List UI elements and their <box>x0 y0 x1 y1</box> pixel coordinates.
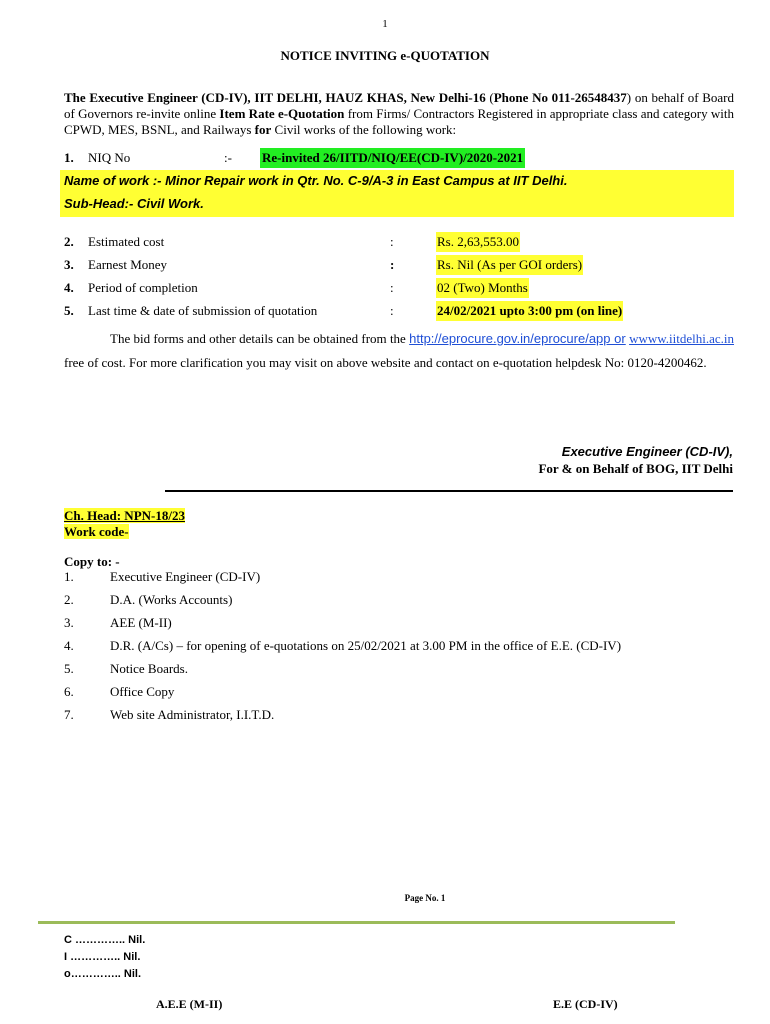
row-colon: : <box>390 257 395 272</box>
work-name: Name of work :- Minor Repair work in Qtr. No. C-9/A-3 in East Campus at IIT Delhi. <box>64 173 568 188</box>
detail-row-estimated-cost <box>64 232 734 252</box>
work-code <box>64 524 129 540</box>
detail-row-last-date <box>64 301 734 321</box>
copy-item-number: 1. <box>64 569 74 584</box>
work-subhead: Sub-Head:- Civil Work. <box>64 196 204 211</box>
intro-text-1: ( <box>485 90 494 105</box>
row-label: Estimated cost <box>88 234 165 249</box>
row-colon: : <box>390 234 394 249</box>
niq-value: Re-invited 26/IITD/NIQ/EE(CD-IV)/2020-2021 <box>260 148 525 168</box>
page-number-footer: Page No. 1 <box>404 893 446 903</box>
copy-item-text: AEE (M-II) <box>110 615 172 630</box>
ch-head-text: Ch. Head: NPN-18/23 <box>64 508 185 523</box>
intro-text-2: ) on behalf of Board of Governors re-invite online <box>64 90 734 121</box>
niq-label: NIQ No <box>88 150 131 165</box>
footer-line-i: I ………….. Nil. <box>64 951 141 963</box>
intro-paragraph <box>64 90 734 138</box>
signature-behalf: For & on Behalf of BOG, IIT Delhi <box>538 461 733 476</box>
copy-item-number: 3. <box>64 615 74 630</box>
copy-item-number: 4. <box>64 638 74 653</box>
row-value: 02 (Two) Months <box>436 278 529 298</box>
work-code-text: Work code- <box>64 524 129 539</box>
row-label: Earnest Money <box>88 257 168 272</box>
footer-line-c: C ………….. Nil. <box>64 934 146 946</box>
niq-row <box>64 148 734 168</box>
copy-item-number: 2. <box>64 592 74 607</box>
copy-item-number: 7. <box>64 707 74 722</box>
bid-text-2: free of cost. For more clarification you may visit on above website and contact on e-quotation helpdesk No: 0120-4200462. <box>64 355 707 370</box>
intro-bold-phone: Phone No 011-26548437 <box>493 90 627 105</box>
eprocure-link[interactable]: http://eprocure.gov.in/eprocure/app or <box>409 331 626 346</box>
copy-to-label: Copy to: - <box>64 554 120 569</box>
copy-item <box>64 706 734 724</box>
intro-bold-quotation: Item Rate e-Quotation <box>219 106 345 121</box>
niq-colon: :- <box>224 150 232 165</box>
copy-item-number: 5. <box>64 661 74 676</box>
copy-item-text: Executive Engineer (CD-IV) <box>110 569 261 584</box>
ee-signature-label: E.E (CD-IV) <box>553 997 618 1011</box>
row-value: Rs. 2,63,553.00 <box>436 232 520 252</box>
niq-number: 1. <box>64 150 74 165</box>
row-colon: : <box>390 280 394 295</box>
row-label: Period of completion <box>88 280 198 295</box>
detail-row-period <box>64 278 734 298</box>
copy-item <box>64 591 734 609</box>
copy-item <box>64 637 734 655</box>
row-number: 3. <box>64 257 74 272</box>
signature-title: Executive Engineer (CD-IV), <box>561 444 733 459</box>
row-value: 24/02/2021 upto 3:00 pm (on line) <box>436 301 623 321</box>
copy-item-text: Web site Administrator, I.I.T.D. <box>110 707 275 722</box>
intro-text-4: Civil works of the following work: <box>271 122 457 137</box>
copy-item-text: D.R. (A/Cs) – for opening of e-quotations on 25/02/2021 at 3.00 PM in the office of E.E. (CD-IV) <box>110 638 622 653</box>
row-label: Last time & date of submission of quotation <box>88 303 318 318</box>
footer-line-o: o………….. Nil. <box>64 968 141 980</box>
intro-text-3: from Firms/ Contractors Registered in appropriate class and category with CPWD, MES, BSNL, and Railways <box>64 106 734 137</box>
row-number: 5. <box>64 303 74 318</box>
notice-title: NOTICE INVITING e-QUOTATION <box>280 48 490 63</box>
copy-item-text: D.A. (Works Accounts) <box>110 592 233 607</box>
intro-bold-for: for <box>254 122 272 137</box>
footer-rule <box>38 921 675 924</box>
copy-item-text: Notice Boards. <box>110 661 188 676</box>
row-number: 2. <box>64 234 74 249</box>
page-number-top: 1 <box>382 18 388 30</box>
ch-head <box>64 508 185 524</box>
row-colon: : <box>390 303 394 318</box>
copy-item <box>64 683 734 701</box>
aee-signature-label: A.E.E (M-II) <box>156 997 223 1011</box>
row-value: Rs. Nil (As per GOI orders) <box>436 255 583 275</box>
copy-item <box>64 660 734 678</box>
bid-paragraph <box>64 327 734 375</box>
copy-item <box>64 614 734 632</box>
row-number: 4. <box>64 280 74 295</box>
iitdelhi-link[interactable]: wwww.iitdelhi.ac.in <box>629 331 735 346</box>
intro-bold-office: The Executive Engineer (CD-IV), IIT DELHI, HAUZ KHAS, New Delhi-16 <box>64 90 486 105</box>
bid-text-1: The bid forms and other details can be obtained from the <box>110 331 410 346</box>
work-name-box <box>60 170 734 217</box>
divider-line <box>165 490 733 492</box>
copy-item-number: 6. <box>64 684 74 699</box>
copy-item-text: Office Copy <box>110 684 175 699</box>
detail-row-earnest-money <box>64 255 734 275</box>
copy-item <box>64 568 734 586</box>
